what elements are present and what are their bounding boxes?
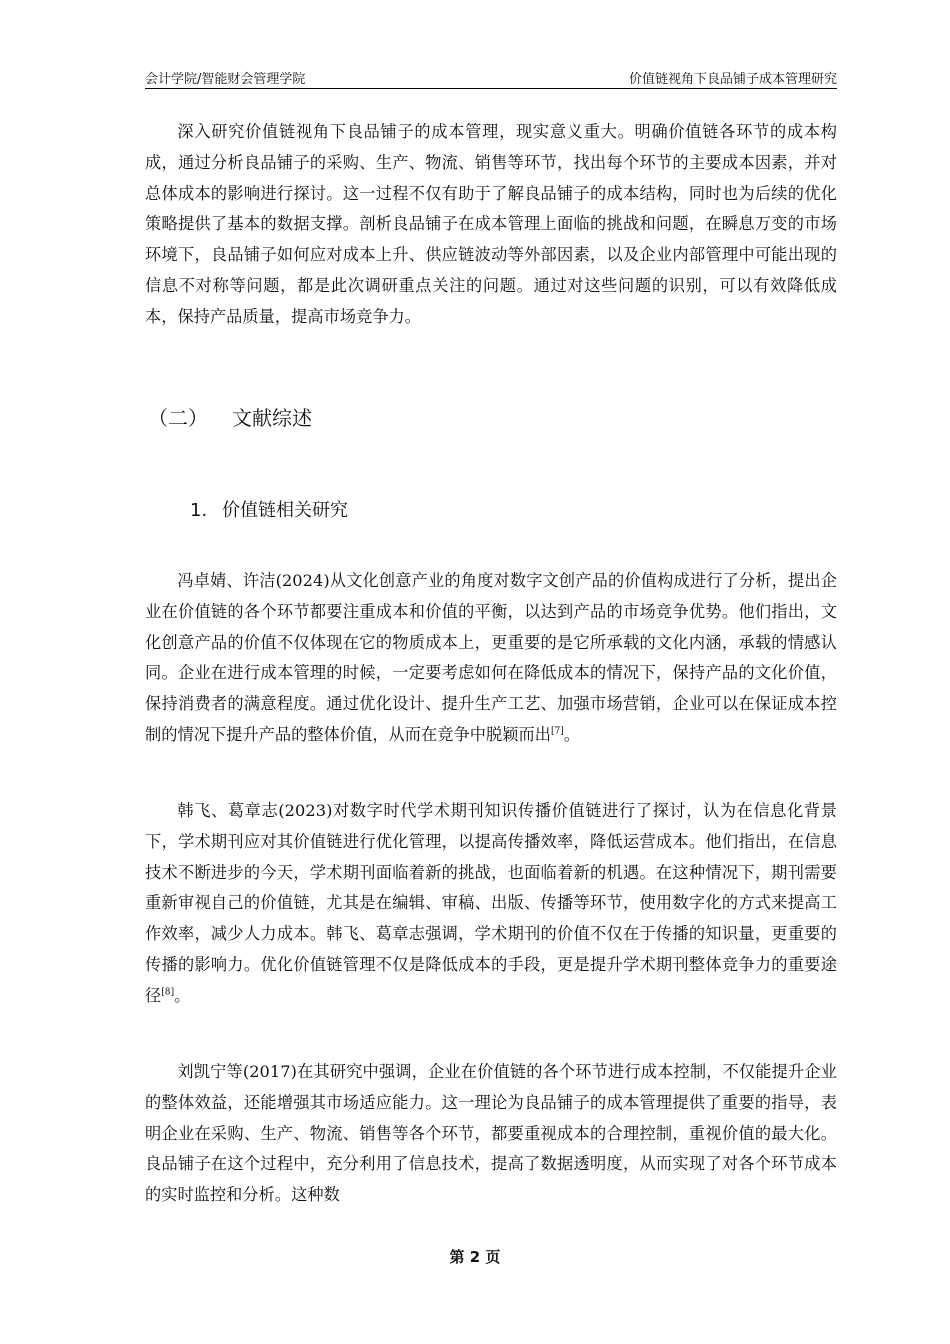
page-header — [145, 66, 837, 89]
paragraph-feng — [145, 566, 837, 751]
page-number: 第 2 页 — [449, 1248, 501, 1266]
header-paper-title: 价值链视角下良品铺子成本管理研究 — [628, 72, 837, 87]
paragraph-han-text: 韩飞、葛章志(2023)对数字时代学术期刊知识传播价值链进行了探讨，认为在信息化背景下，学术期刊应对其价值链进行优化管理，以提高传播效率，降低运营成本。他们指出，在信息技术不断进步的今天，学术期刊面临着新的挑战，也面临着新的机遇。在这种情况下，期刊需要重新审视自己的价值链，尤其是在编辑、审稿、出版、传播等环节，使用数字化的方式来提高工作效率，减少人力成本。韩飞、葛章志强调，学术期刊的价值不仅在于传播的知识量，更重要的传播的影响力。优化价值链管理不仅是降低成本的手段，更是提升学术期刊整体竞争力的重要途径 — [145, 801, 837, 1005]
citation-7: [7] — [550, 726, 564, 737]
subsection-heading — [190, 496, 348, 522]
citation-8: [8] — [161, 987, 175, 998]
section-heading — [148, 402, 312, 431]
subsection-title: 价值链相关研究 — [222, 500, 348, 521]
header-institution: 会计学院/智能财会管理学院 — [145, 72, 306, 87]
section-number: （二） — [148, 406, 208, 430]
section-title: 文献综述 — [232, 406, 312, 430]
paragraph-liu: 刘凯宁等(2017)在其研究中强调，企业在价值链的各个环节进行成本控制，不仅能提升企业的整体效益，还能增强其市场适应能力。这一理论为良品铺子的成本管理提供了重要的指导，表明企业在采购、生产、物流、销售等各个环节，都要重视成本的合理控制，重视价值的最大化。良品铺子在这个过程中，充分利用了信息技术，提高了数据透明度，从而实现了对各个环节成本的实时监控和分析。这种数 — [145, 1062, 837, 1205]
paragraph-han-end: 。 — [174, 985, 191, 1005]
paragraph-feng-text: 冯卓婧、许洁(2024)从文化创意产业的角度对数字文创产品的价值构成进行了分析，提出企业在价值链的各个环节都要注重成本和价值的平衡，以达到产品的市场竞争优势。他们指出，文化创意产品的价值不仅体现在它的物质成本上，更重要的是它所承载的文化内涵，承载的情感认同。企业在进行成本管理的时候，一定要考虑如何在降低成本的情况下，保持产品的文化价值，保持消费者的满意程度。通过优化设计、提升生产工艺、加强市场营销，企业可以在保证成本控制的情况下提升产品的整体价值，从而在竞争中脱颖而出 — [145, 571, 837, 744]
intro-paragraph: 深入研究价值链视角下良品铺子的成本管理，现实意义重大。明确价值链各环节的成本构成，通过分析良品铺子的采购、生产、物流、销售等环节，找出每个环节的主要成本因素，并对总体成本的影响进行探讨。这一过程不仅有助于了解良品铺子的成本结构，同时也为后续的优化策略提供了基本的数据支撑。剖析良品铺子在成本管理上面临的挑战和问题，在瞬息万变的市场环境下，良品铺子如何应对成本上升、供应链波动等外部因素，以及企业内部管理中可能出现的信息不对称等问题，都是此次调研重点关注的问题。通过对这些问题的识别，可以有效降低成本，保持产品质量，提高市场竞争力。 — [145, 122, 837, 326]
paragraph-feng-end: 。 — [563, 724, 581, 744]
paragraph-han — [145, 796, 837, 1012]
subsection-number: 1. — [190, 500, 208, 521]
